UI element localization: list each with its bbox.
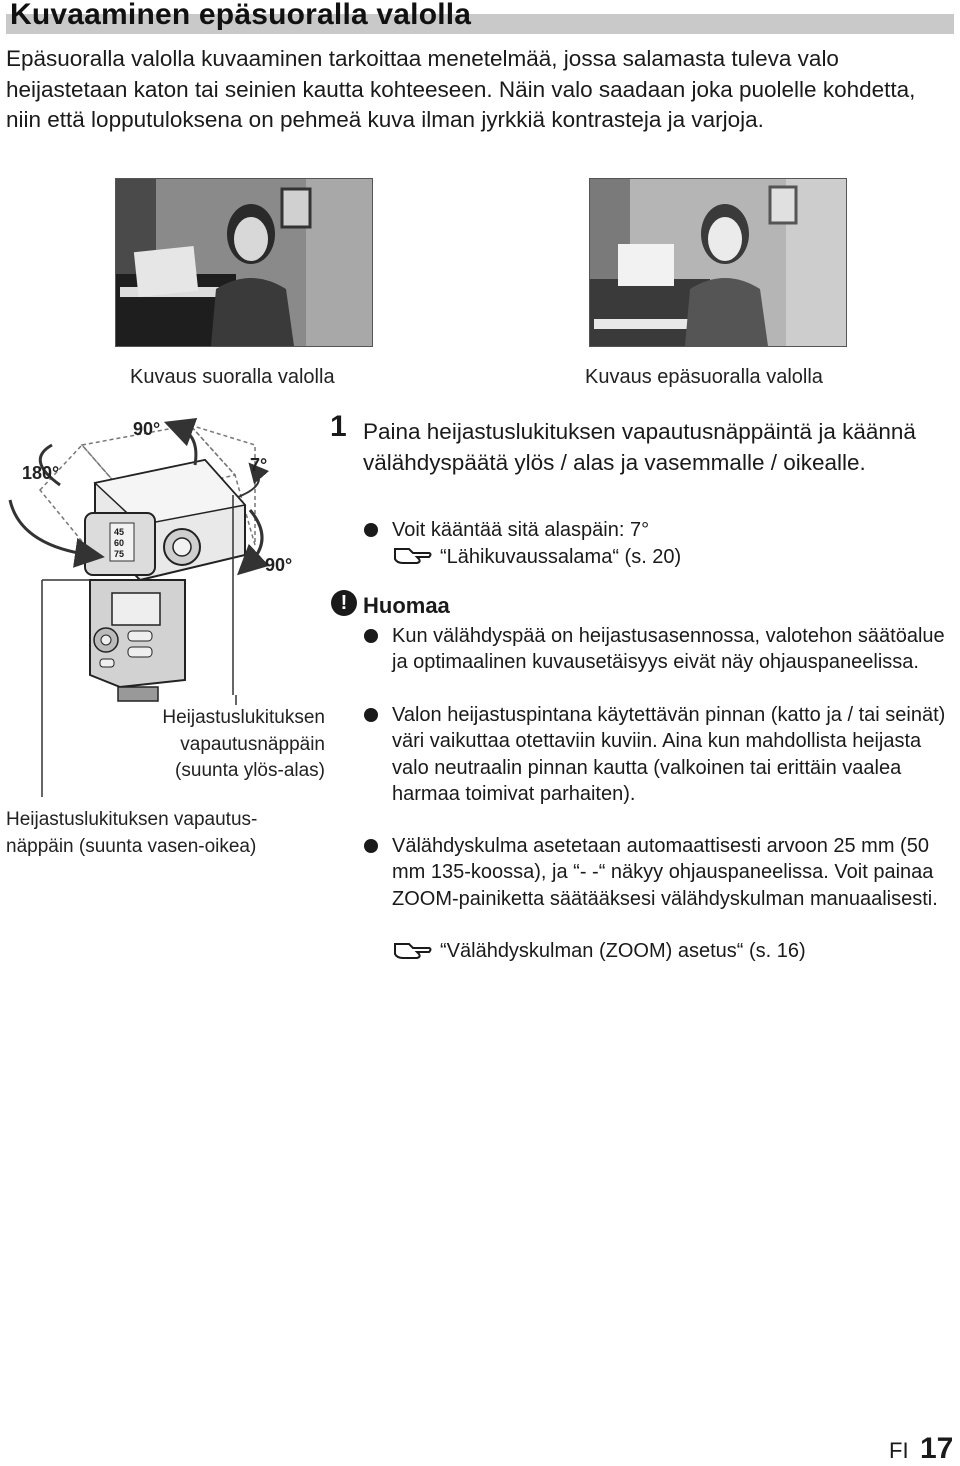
bullet-icon: [364, 629, 378, 643]
photo-direct-light: [115, 178, 373, 347]
page-number: 17: [920, 1432, 954, 1465]
angle-label-90-side: 90°: [265, 555, 293, 575]
callout-release-left-right: Heijastuslukituksen vapautus- näppäin (suunta vasen-oikea): [6, 809, 258, 857]
zoom-scale-mark: 45: [114, 527, 125, 537]
flash-unit-diagram: [0, 405, 330, 875]
callout-release-up-down: Heijastuslukituksen vapautusnäppäin (suunta ylös-alas): [162, 707, 325, 781]
reference-hand-icon: [393, 545, 433, 567]
bullet-icon: [364, 708, 378, 722]
reference-hand-icon: [393, 940, 433, 962]
angle-label-90-up: 90°: [133, 419, 161, 439]
angle-label-180: 180°: [22, 463, 60, 483]
note-item-3: Välähdyskulma asetetaan automaattisesti arvoon 25 mm (50 mm 135-koossa), ja “- -“ näkyy ohjauspaneelissa. Voit painaa ZOOM-painiketta säätääksesi välähdyskulman manuaalisesti.: [392, 835, 938, 910]
section-header: [6, 0, 954, 34]
step-instruction: Paina heijastuslukituksen vapautusnäppäintä ja käännä välähdyspäätä ylös / alas ja vasemmalle / oikealle.: [363, 419, 916, 475]
bullet-icon: [364, 523, 378, 537]
note-title: Huomaa: [363, 593, 450, 618]
step-number: 1: [330, 410, 347, 443]
note-item-1: Kun välähdyspää on heijastusasennossa, valotehon säätöalue ja optimaalinen kuvausetäisyys eivät näy ohjauspaneelissa.: [392, 625, 945, 674]
zoom-scale-mark: 75: [114, 549, 125, 559]
page-title: Kuvaaminen epäsuoralla valolla: [10, 0, 472, 31]
photo-bounce-light: [589, 178, 847, 347]
step-reference: “Lähikuvaussalama“ (s. 20): [440, 546, 682, 568]
zoom-scale-mark: 60: [114, 538, 125, 548]
caption-bounce-light: Kuvaus epäsuoralla valolla: [585, 366, 823, 388]
note-reference: “Välähdyskulman (ZOOM) asetus“ (s. 16): [440, 940, 806, 962]
step-bullet: Voit kääntää sitä alaspäin: 7°: [392, 519, 650, 541]
caption-direct-light: Kuvaus suoralla valolla: [130, 366, 335, 388]
intro-paragraph: Epäsuoralla valolla kuvaaminen tarkoittaa menetelmää, jossa salamasta tuleva valo heijastetaan katon tai seinien kautta kohteeseen. Näin valo saadaan joka puolelle kohdetta, niin että lopputuloksena on pehmeä kuva ilman jyrkkiä kontrasteja ja varjoja.: [6, 46, 916, 132]
bullet-icon: [364, 839, 378, 853]
language-code: FI: [889, 1438, 909, 1463]
angle-label-7: 7°: [250, 455, 268, 475]
warning-icon: !: [331, 590, 357, 616]
note-item-2: Valon heijastuspintana käytettävän pinnan (katto ja / tai seinät) väri vaikuttaa otettaviin kuviin. Aina kun mahdollista heijasta valo neutraalin pinnan kautta (valkoinen tai erittäin vaalea harmaa toimivat parhaiten).: [392, 704, 946, 805]
